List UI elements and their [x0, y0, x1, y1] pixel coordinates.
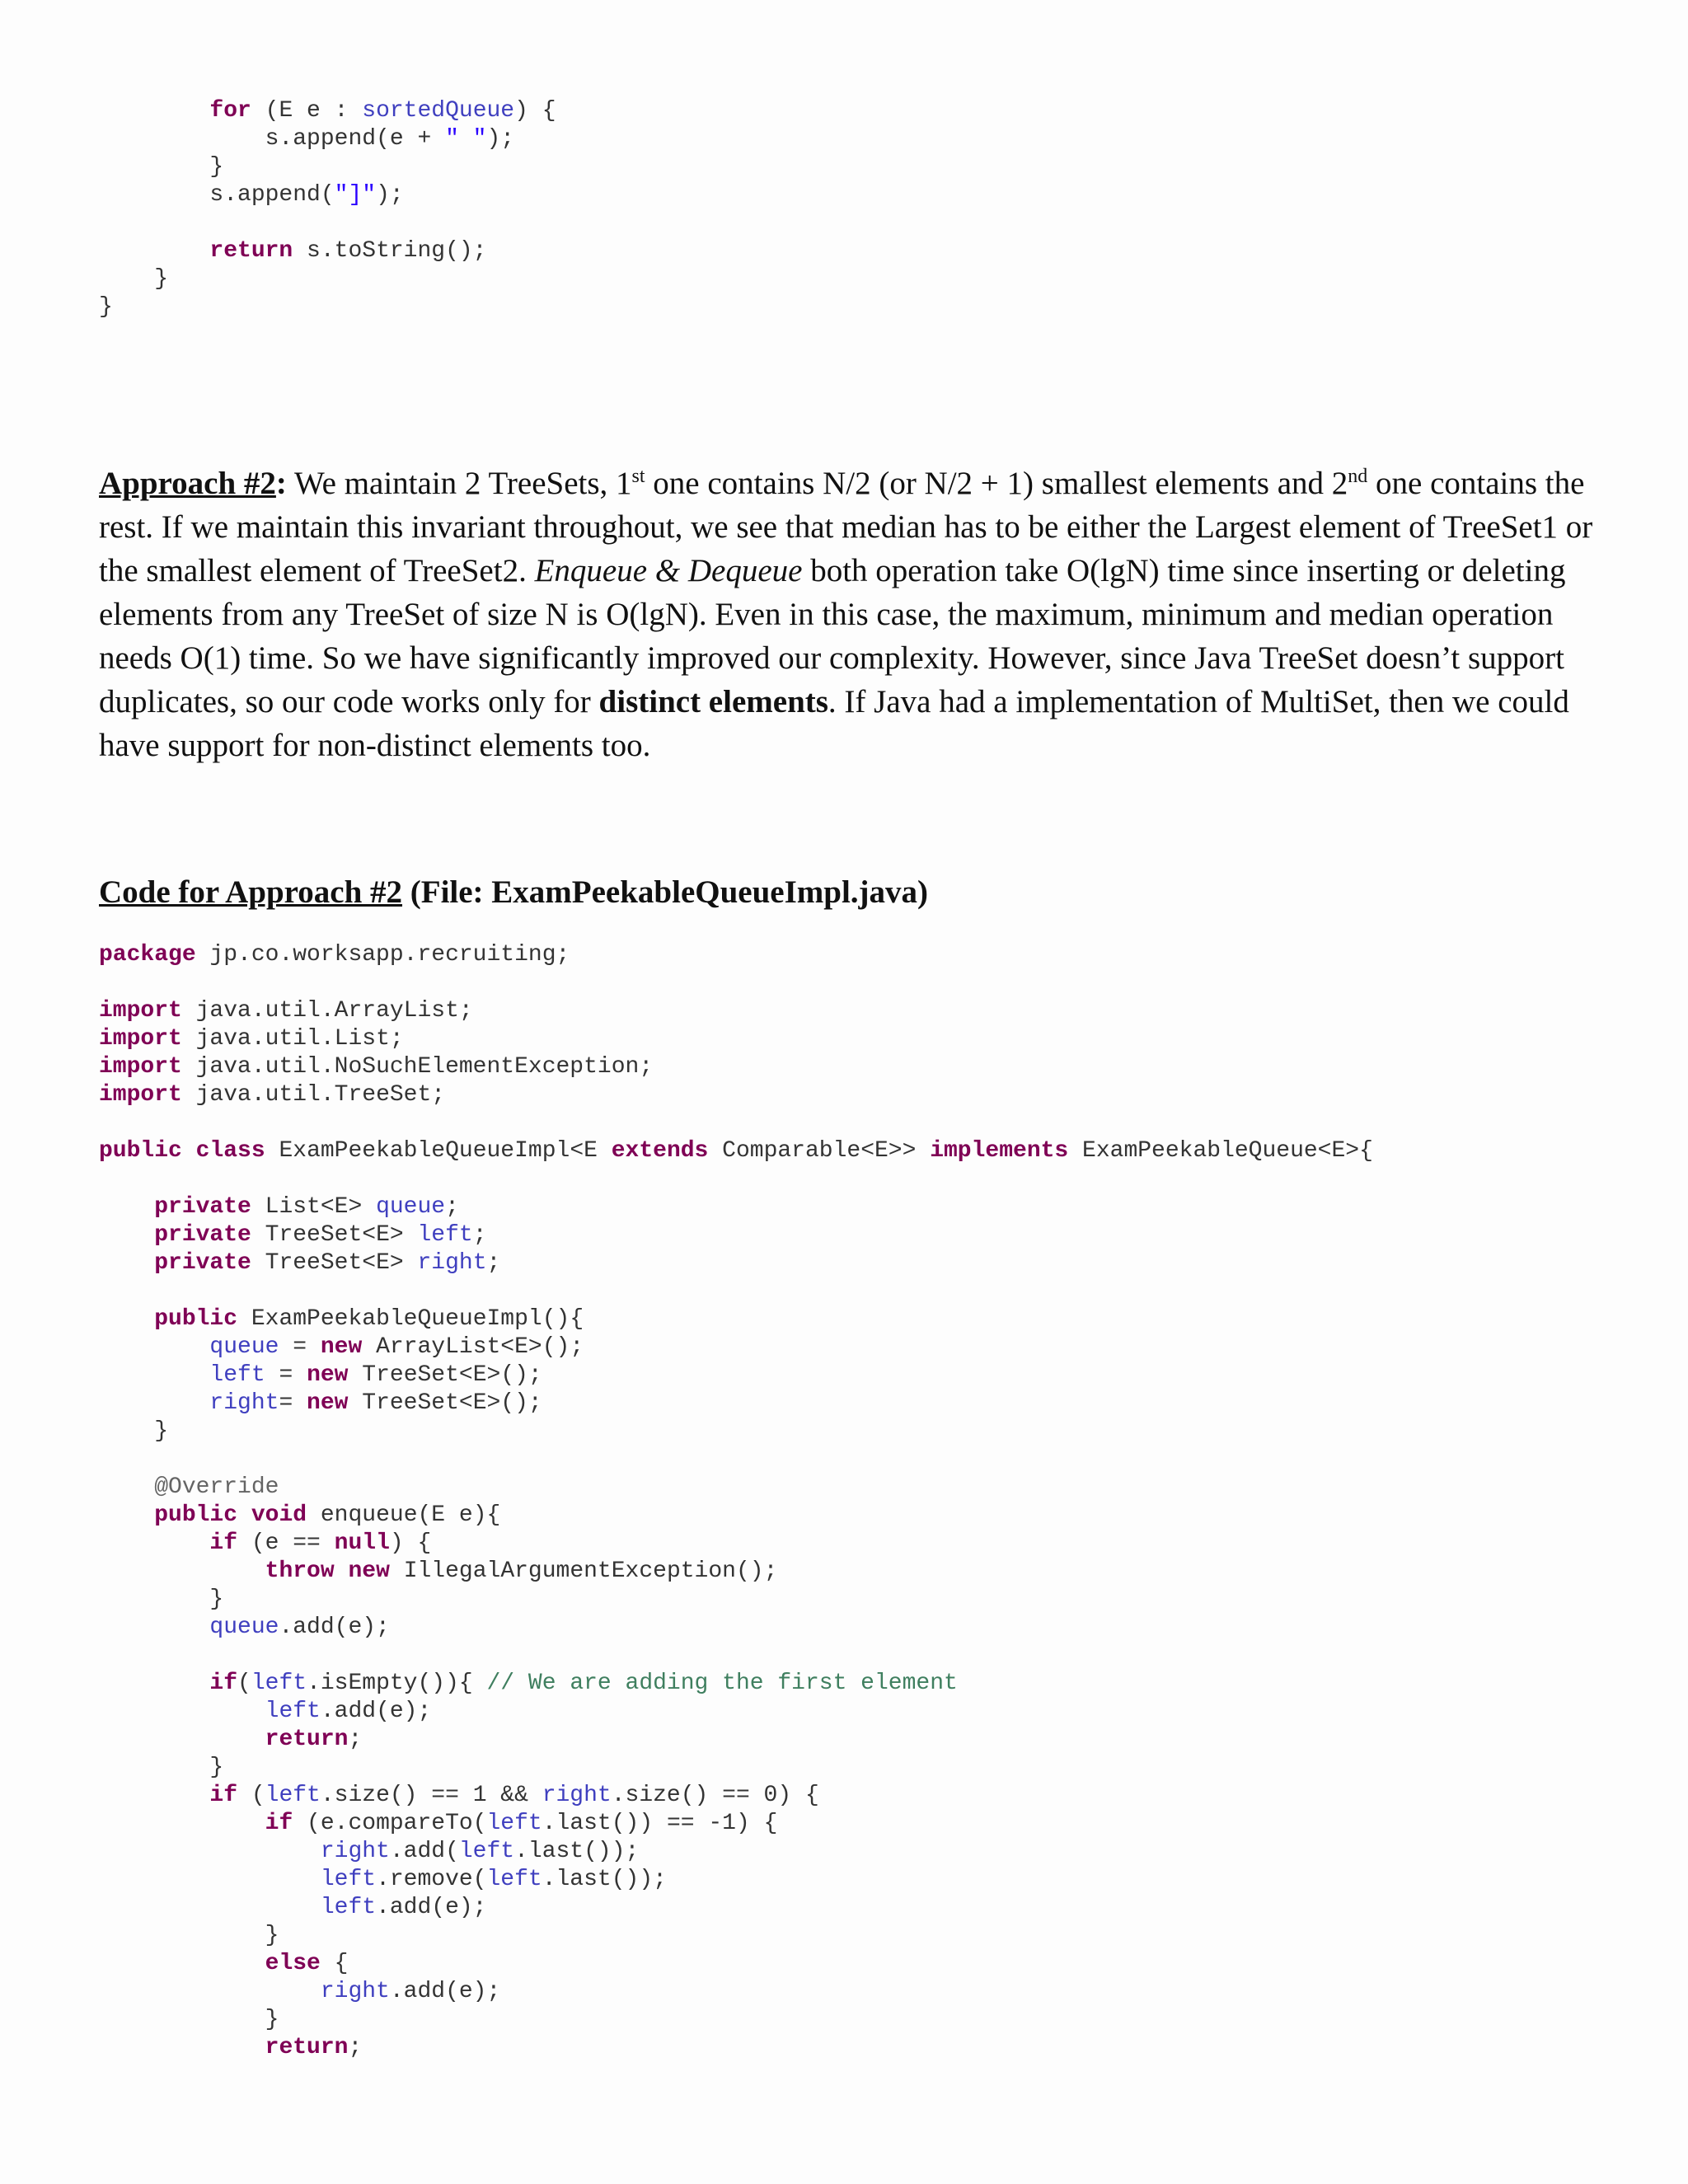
superscript-nd: nd [1348, 466, 1368, 487]
approach-2-label: Approach #2 [99, 466, 276, 501]
paragraph-text: one contains the rest. If we maintain this invariant throughout, we see that median has to be either the Largest element of TreeSet1 or the smallest element of TreeSet2. [99, 466, 1593, 588]
paragraph-text: one contains N/2 (or N/2 + 1) smallest elements and 2 [645, 466, 1348, 501]
paragraph-text: We maintain 2 TreeSets, 1 [286, 466, 632, 501]
paragraph-text: . If Java had a implementation of MultiSet, then we could have support for non-distinct elements too. [99, 684, 1569, 763]
bold-text: distinct elements [598, 684, 828, 719]
heading-underlined: Code for Approach #2 [99, 874, 403, 910]
superscript-st: st [631, 466, 645, 487]
approach-2-colon: : [275, 466, 287, 501]
code-section-heading [99, 872, 928, 913]
code-block-main: package jp.co.worksapp.recruiting; import java.util.ArrayList; import java.util.List; import java.util.NoSuchElementException; import java.util.TreeSet; public class ExamPeekableQueueImpl<E extends Comparable<E>> implements ExamPeekableQueue<E>{ private List<E> queue; private TreeSet<E> left; private TreeSet<E> right; public ExamPeekableQueueImpl(){ queue = new ArrayList<E>(); left = new TreeSet<E>(); right= new TreeSet<E>(); } @Override public void enqueue(E e){ if (e == null) { throw new IllegalArgumentException(); } queue.add(e); if(left.isEmpty()){ // We are adding the first element left.add(e); return; } if (left.size() == 1 && right.size() == 0) { if (e.compareTo(left.last()) == -1) { right.add(left.last()); left.remove(left.last()); left.add(e); } else { right.add(e); } return; [99, 942, 1373, 2060]
heading-file-name: (File: ExamPeekableQueueImpl.java) [402, 874, 929, 910]
code-block-top: for (E e : sortedQueue) { s.append(e + " "); } s.append("]"); return s.toString(); } } [99, 98, 556, 320]
paragraph-text: both operation take O(lgN) time since inserting or deleting elements from any TreeSet of size N is O(lgN). Even in this case, the maximum, minimum and median operation needs O(1) time. So we have significantly improved our complexity. However, since Java TreeSet doesn’t support duplicates, so our code works only for [99, 553, 1566, 719]
approach-2-paragraph [99, 462, 1599, 767]
italic-text: Enqueue & Dequeue [534, 553, 803, 588]
